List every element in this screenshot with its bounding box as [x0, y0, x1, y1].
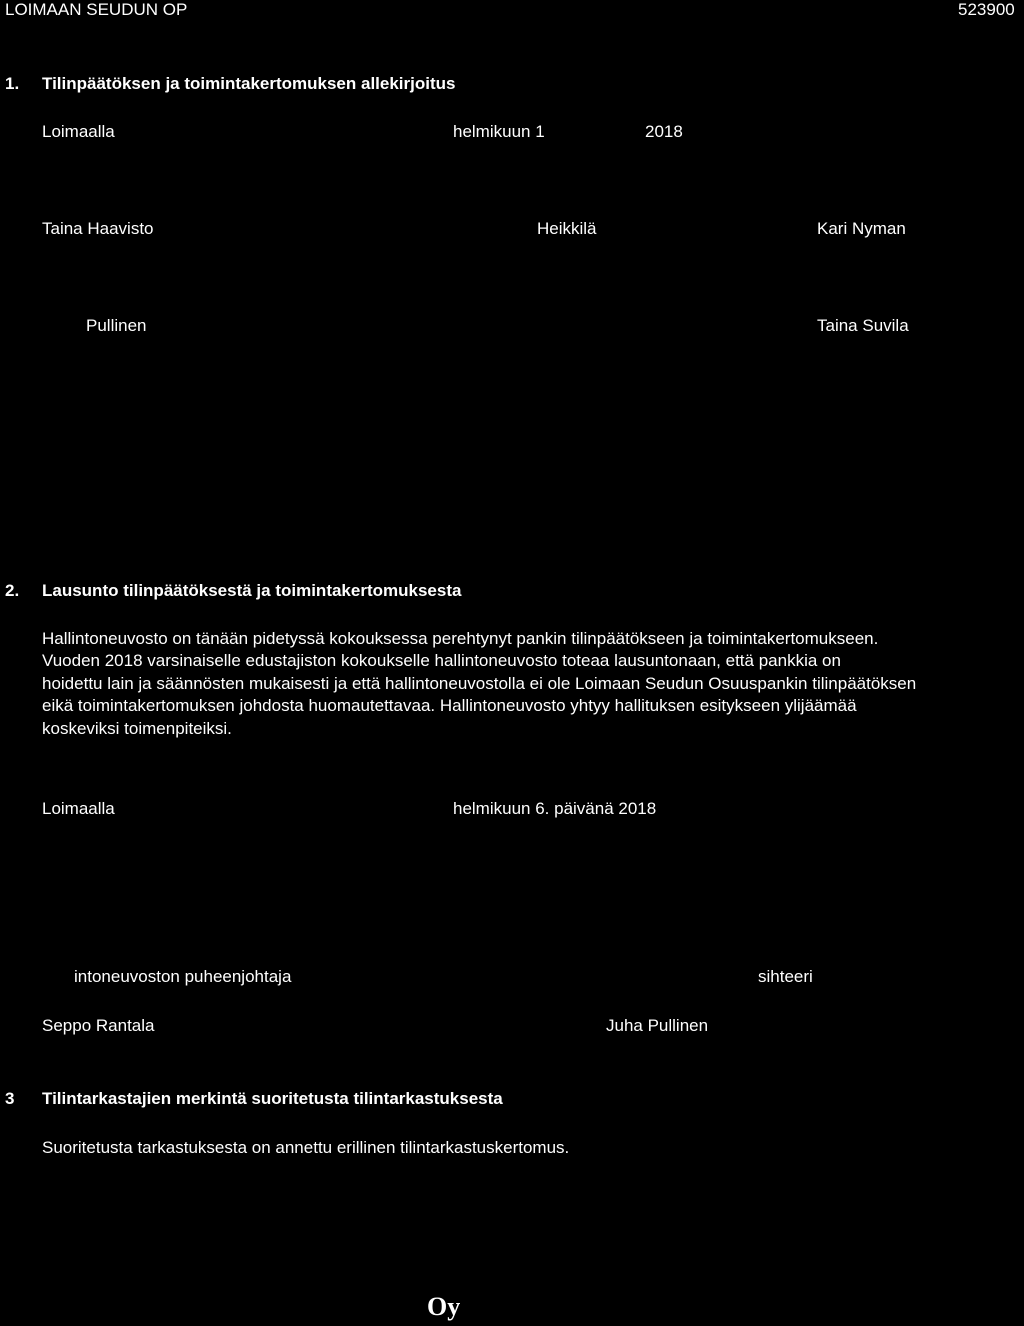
secretary-name: Juha Pullinen [606, 1016, 709, 1035]
paragraph-line: koskeviksi toimenpiteiksi. [42, 718, 232, 738]
section2-date: helmikuun 6. päivänä 2018 [453, 799, 657, 818]
header-company: LOIMAAN SEUDUN OP [5, 0, 188, 19]
section1-place: Loimaalla [42, 122, 115, 141]
signer-taina-haavisto: Taina Haavisto [42, 219, 154, 238]
header-code: 523900 [958, 0, 1015, 19]
section2-place: Loimaalla [42, 799, 115, 818]
section1-title: Tilinpäätöksen ja toimintakertomuksen allekirjoitus [42, 74, 456, 93]
section2-number: 2. [5, 581, 20, 600]
section1-year: 2018 [645, 122, 683, 141]
signer-pullinen: Pullinen [86, 316, 147, 335]
signer-kari-nyman: Kari Nyman [817, 219, 906, 238]
section3-title: Tilintarkastajien merkintä suoritetusta tilintarkastuksesta [42, 1089, 503, 1108]
paragraph-line: Hallintoneuvosto on tänään pidetyssä kokouksessa perehtynyt pankin tilinpäätökseen ja toimintakertomukseen. [42, 629, 879, 648]
paragraph-line: eikä toimintakertomuksen johdosta huomautettavaa. Hallintoneuvosto yhtyy hallituksen esitykseen ylijäämää [42, 696, 857, 716]
section3-number: 3 [5, 1089, 15, 1108]
section2-title: Lausunto tilinpäätöksestä ja toimintakertomuksesta [42, 581, 462, 600]
section3-text: Suoritetusta tarkastuksesta on annettu erillinen tilintarkastuskertomus. [42, 1138, 570, 1157]
signer-taina-suvila: Taina Suvila [817, 316, 909, 335]
chair-name: Seppo Rantala [42, 1016, 155, 1035]
paragraph-line: Vuoden 2018 varsinaiselle edustajiston kokoukselle hallintoneuvosto toteaa lausuntonaan, että pankkia on [42, 651, 841, 671]
section2-paragraph [42, 628, 1002, 740]
section1-number: 1. [5, 74, 20, 93]
paragraph-line: hoidettu lain ja säännösten mukaisesti ja että hallintoneuvostolla ei ole Loimaan Seudun Osuuspankin tilinpäätöksen [42, 673, 917, 693]
footer-stamp: Oy [427, 1292, 461, 1321]
signer-heikkila: Heikkilä [537, 219, 597, 238]
section1-date: helmikuun 1 [453, 122, 545, 141]
secretary-role: sihteeri [758, 967, 813, 986]
chair-role: intoneuvoston puheenjohtaja [74, 967, 292, 986]
